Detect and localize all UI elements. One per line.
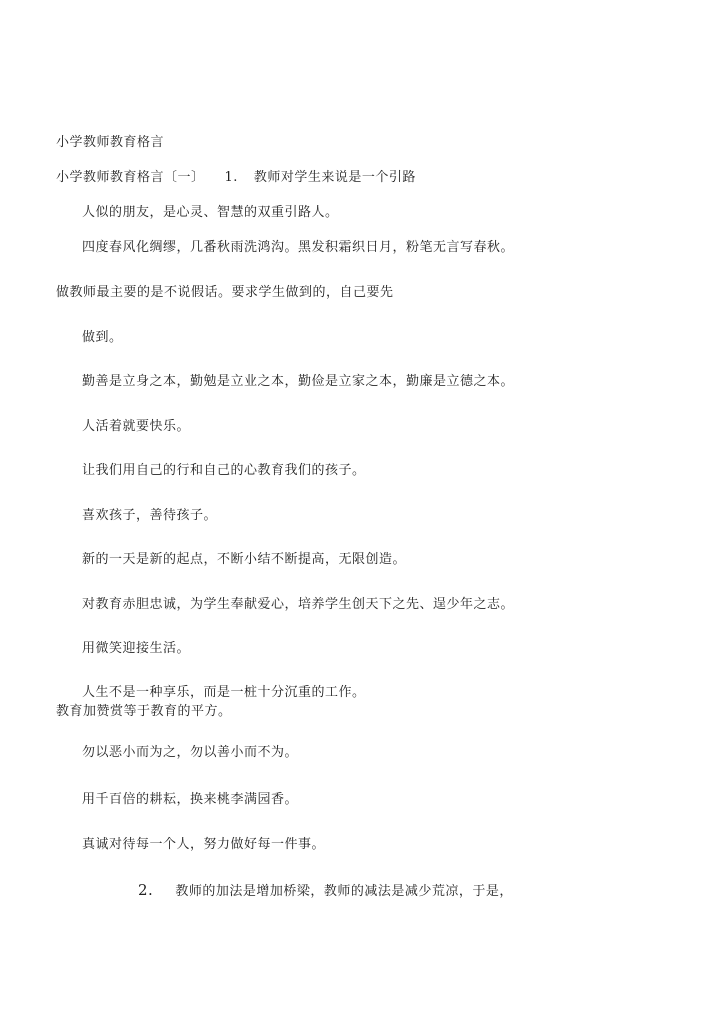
- text-line: 人活着就要快乐。: [82, 419, 191, 434]
- text-line: 喜欢孩子，善待孩子。: [82, 508, 218, 523]
- text-line: 做教师最主要的是不说假话。要求学生做到的，自己要先: [56, 285, 394, 300]
- text-line: 对教育赤胆忠诚，为学生奉献爱心，培养学生创天下之先、逞少年之志。: [82, 597, 515, 612]
- text-line: 教育加赞赏等于教育的平方。: [56, 704, 232, 719]
- item-text-2: 教师的加法是增加桥梁，教师的减法是减少荒凉，于是，: [175, 884, 513, 899]
- item-number-2: 2.: [138, 881, 154, 899]
- item-text-1: 教师对学生来说是一个引路: [253, 170, 416, 185]
- text-line: 人似的朋友，是心灵、智慧的双重引路人。: [82, 205, 339, 220]
- last-line: [138, 882, 513, 900]
- text-line: 人生不是一种享乐，而是一桩十分沉重的工作。: [82, 685, 366, 700]
- text-line: 让我们用自己的行和自己的心教育我们的孩子。: [82, 463, 366, 478]
- document-title: 小学教师教育格言: [56, 135, 165, 150]
- text-line: 勿以恶小而为之，勿以善小而不为。: [82, 745, 299, 760]
- text-line: 新的一天是新的起点，不断小结不断提高，无限创造。: [82, 552, 407, 567]
- text-line: 勤善是立身之本，勤勉是立业之本，勤俭是立家之本，勤廉是立德之本。: [82, 374, 515, 389]
- heading-line: [56, 170, 416, 186]
- text-line: 四度春风化绸缪，几番秋雨洗鸿沟。黑发积霜织日月，粉笔无言写春秋。: [82, 240, 515, 255]
- text-line: 做到。: [82, 330, 123, 345]
- item-number-1: 1.: [224, 170, 238, 185]
- text-line: 用微笑迎接生活。: [82, 641, 191, 656]
- section-subtitle: 小学教师教育格言〔一〕: [56, 170, 205, 185]
- text-line: 真诚对待每一个人，努力做好每一件事。: [82, 837, 326, 852]
- text-line: 用千百倍的耕耘，换来桃李满园香。: [82, 792, 299, 807]
